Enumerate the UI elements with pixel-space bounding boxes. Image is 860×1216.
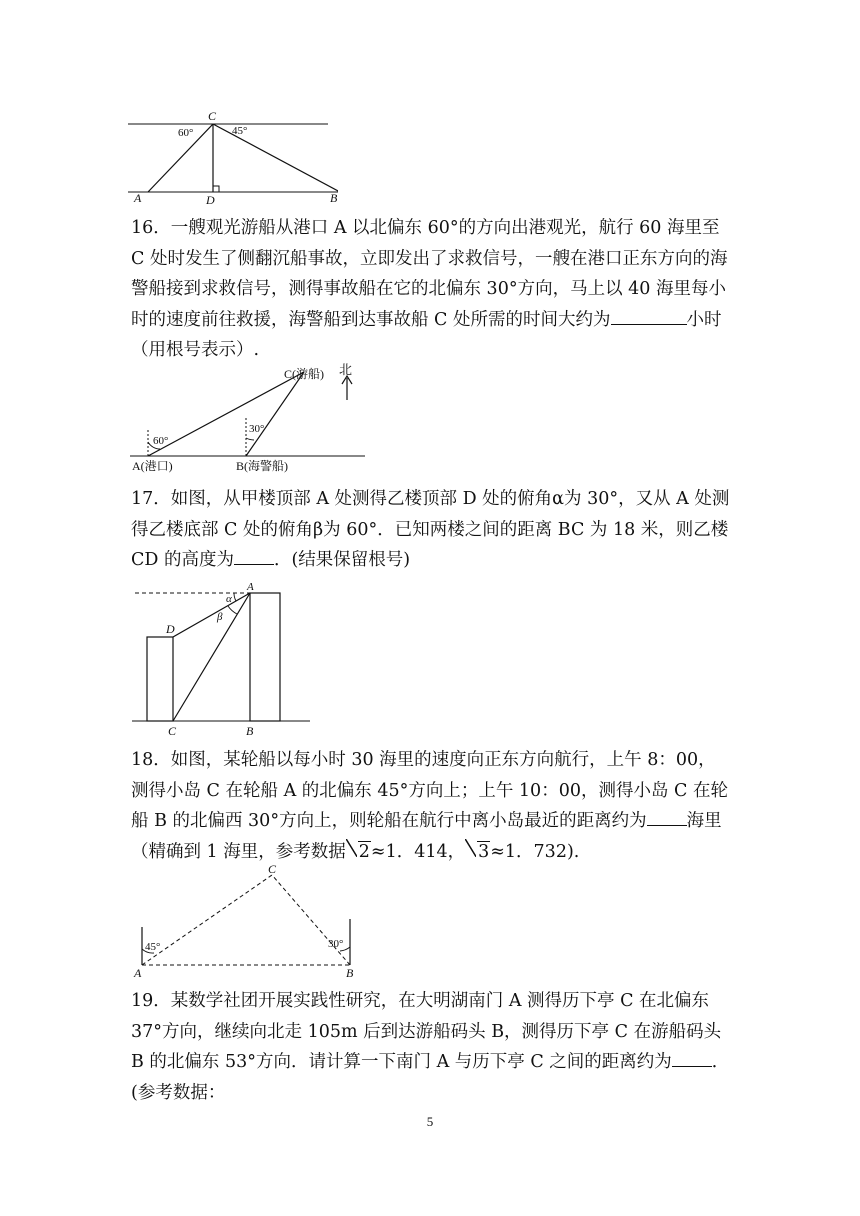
label-a-port: A(港口) xyxy=(132,459,173,473)
question-18: 18．如图，某轮船以每小时 30 海里的速度向正东方向航行，上午 8：00，测得小岛 C 在轮船 A 的北偏东 45°方向上；上午 10：00，测得小岛 C 在轮船 B 的北偏西 30°方向上，则轮船在航行中离小岛最近的距离约为 海里（精确到 1 海里，参考数据 2≈1．414， 3≈1．732). xyxy=(131,745,731,867)
figure-q16 xyxy=(130,360,365,475)
answer-blank-17 xyxy=(234,546,274,565)
question-17: 17．如图，从甲楼顶部 A 处测得乙楼顶部 D 处的俯角α为 30°，又从 A 处测得乙楼底部 C 处的俯角β为 60°．已知两楼之间的距离 BC 为 18 米，则乙楼 CD 的高度为 ．(结果保留根号) xyxy=(131,489,730,570)
label-d: D xyxy=(206,193,215,204)
figure-q18 xyxy=(130,863,365,983)
angle-30: 30° xyxy=(249,423,265,435)
label-c: C xyxy=(208,109,217,123)
angle-beta: β xyxy=(217,611,223,623)
label-c: C xyxy=(168,724,177,738)
north-label: 北 xyxy=(339,362,353,377)
angle-60: 60° xyxy=(178,127,194,139)
figure-q15 xyxy=(128,108,338,204)
angle-45: 45° xyxy=(232,125,248,137)
sqrt-2: 2 xyxy=(346,837,371,868)
label-b: B xyxy=(246,724,254,738)
answer-blank-19 xyxy=(672,1048,712,1067)
question-19: 19．某数学社团开展实践性研究，在大明湖南门 A 测得历下亭 C 在北偏东 37°方向，继续向北走 105m 后到达游船码头 B，测得历下亭 C 在游船码头 B 的北偏东 53°方向．请计算一下南门 A 与历下亭 C 之间的距离约为 ．(参考数据： xyxy=(131,991,730,1103)
question-16: 16．一艘观光游船从港口 A 以北偏东 60°的方向出港观光，航行 60 海里至 C 处时发生了侧翻沉船事故，立即发出了求救信号，一艘在港口正东方向的海警船接到求救信号，测得事故船在它的北偏东 30°方向，马上以 40 海里每小时的速度前往救援，海警船到达事故船 C 处所需的时间大约为 小时（用根号表示）. xyxy=(131,218,728,360)
label-c-boat: C(游船) xyxy=(284,367,324,381)
angle-alpha: α xyxy=(226,593,232,605)
label-b: B xyxy=(346,966,354,980)
angle-60: 60° xyxy=(153,435,169,447)
figure-q17 xyxy=(130,580,310,740)
answer-blank-16 xyxy=(611,306,687,325)
label-a: A xyxy=(134,966,142,980)
label-c: C xyxy=(268,863,277,876)
label-a: A xyxy=(247,581,254,593)
label-b-police: B(海警船) xyxy=(236,459,288,473)
label-a: A xyxy=(134,191,142,204)
angle-45: 45° xyxy=(145,941,161,953)
label-d: D xyxy=(166,622,175,636)
angle-30: 30° xyxy=(328,938,344,950)
sqrt-3: 3 xyxy=(465,837,490,868)
page-number: 5 xyxy=(426,1114,434,1129)
label-b: B xyxy=(330,191,338,204)
answer-blank-18 xyxy=(647,807,687,826)
